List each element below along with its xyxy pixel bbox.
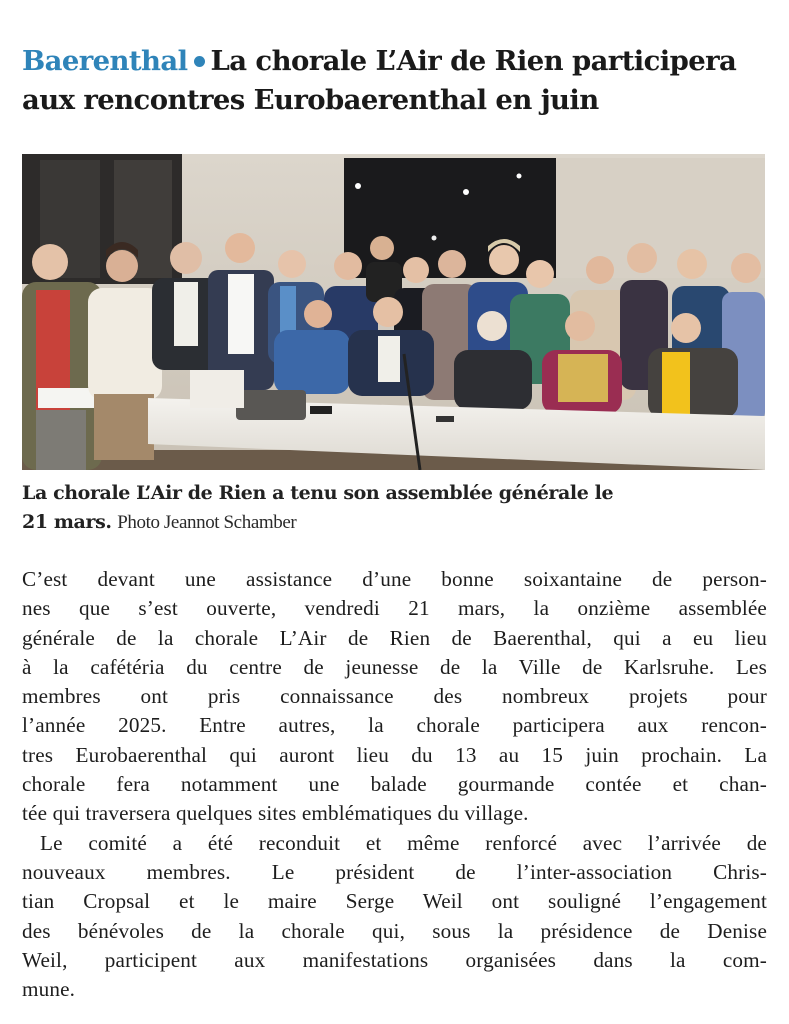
paragraph-1-line: générale de la chorale L’Air de Rien de Baerenthal, qui a eu lieu xyxy=(22,625,767,650)
paragraph-2-line: nouveaux membres. Le président de l’inter-association Chris- xyxy=(22,859,767,884)
paragraph-1-line: tres Eurobaerenthal qui auront lieu du 13 au 15 juin prochain. La xyxy=(22,742,767,767)
photo-caption xyxy=(22,479,767,537)
paragraph-1-line: à la cafétéria du centre de jeunesse de la Ville de Karlsruhe. Les xyxy=(22,654,767,679)
paragraph-1-line: tée qui traversera quelques sites emblématiques du village. xyxy=(22,801,529,826)
article-body xyxy=(22,565,767,1004)
caption-title-line-2: 21 mars. xyxy=(22,511,112,533)
paragraph-1-line: C’est devant une assistance d’une bonne soixantaine de person- xyxy=(22,567,767,591)
paragraph-2-line: Weil, participent aux manifestations organisées dans la com- xyxy=(22,947,767,972)
group-photo xyxy=(22,154,765,470)
paragraph-1-line: membres ont pris connaissance des nombreux projets pour xyxy=(22,684,767,709)
paragraph-2-line: Le comité a été reconduit et même renforcé avec l’arrivée de xyxy=(40,830,767,855)
paragraph-1-line: l’année 2025. Entre autres, la chorale participera aux rencon- xyxy=(22,713,767,738)
paragraph-2-line: tian Cropsal et le maire Serge Weil ont souligné l’engagement xyxy=(22,889,767,914)
headline xyxy=(22,42,767,120)
bullet-dot-icon xyxy=(194,56,205,67)
caption-title-line-1: La chorale L’Air de Rien a tenu son assemblée générale le xyxy=(22,482,614,504)
headline-line-1: La chorale L’Air de Rien participera xyxy=(210,45,737,77)
headline-line-2: aux rencontres Eurobaerenthal en juin xyxy=(22,84,599,116)
paragraph-2-line: mune. xyxy=(22,977,76,1002)
paragraph-1-line: chorale fera notamment une balade gourmande contée et chan- xyxy=(22,772,767,797)
paragraph-1-line: nes que s’est ouverte, vendredi 21 mars, la onzième assemblée xyxy=(22,596,767,621)
paragraph-2-line: des bénévoles de la chorale qui, sous la présidence de Denise xyxy=(22,918,767,943)
kicker-location: Baerenthal xyxy=(22,45,188,77)
photo-credit: Photo Jeannot Schamber xyxy=(117,512,297,533)
